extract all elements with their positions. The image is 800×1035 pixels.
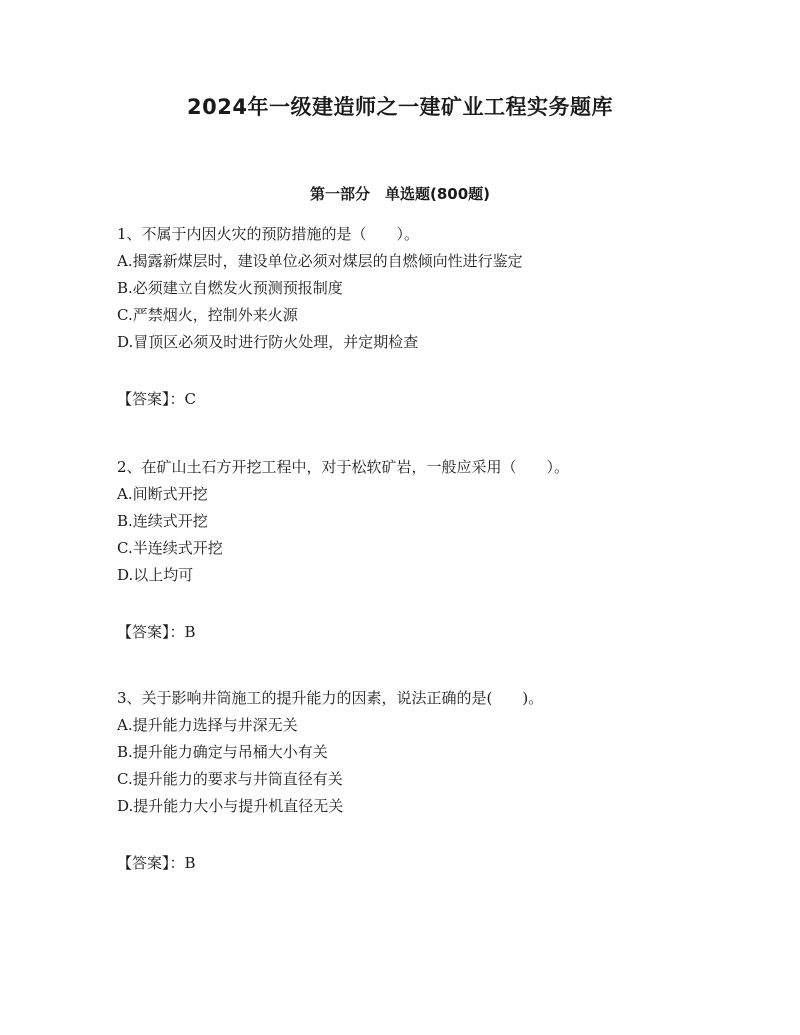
option-c: C.半连续式开挖: [117, 539, 223, 557]
option-d: D.提升能力大小与提升机直径无关: [117, 797, 344, 815]
question-item: [117, 221, 717, 413]
question-item: [117, 454, 717, 646]
section-title: 第一部分 单选题(800题): [309, 185, 491, 203]
option-b: B.必须建立自燃发火预测预报制度: [117, 279, 343, 297]
option-d: D.以上均可: [117, 566, 194, 584]
option-a: A.揭露新煤层时，建设单位必须对煤层的自燃倾向性进行鉴定: [117, 252, 523, 270]
answer-line: 【答案】：C: [117, 390, 196, 408]
option-b: B.连续式开挖: [117, 512, 208, 530]
option-a: A.间断式开挖: [117, 485, 208, 503]
option-c: C.提升能力的要求与井筒直径有关: [117, 770, 343, 788]
option-d: D.冒顶区必须及时进行防火处理，并定期检查: [117, 333, 419, 351]
document-title: 2024年一级建造师之一建矿业工程实务题库: [187, 95, 613, 119]
question-stem: 2、在矿山土石方开挖工程中，对于松软矿岩，一般应采用（ ）。: [117, 458, 570, 476]
question-stem: 1、不属于内因火灾的预防措施的是（ ）。: [117, 225, 420, 243]
answer-line: 【答案】：B: [117, 623, 196, 641]
answer-line: 【答案】：B: [117, 854, 196, 872]
question-stem: 3、关于影响井筒施工的提升能力的因素，说法正确的是( )。: [117, 689, 544, 707]
question-item: [117, 685, 717, 877]
option-c: C.严禁烟火，控制外来火源: [117, 306, 298, 324]
option-b: B.提升能力确定与吊桶大小有关: [117, 743, 328, 761]
option-a: A.提升能力选择与井深无关: [117, 716, 298, 734]
